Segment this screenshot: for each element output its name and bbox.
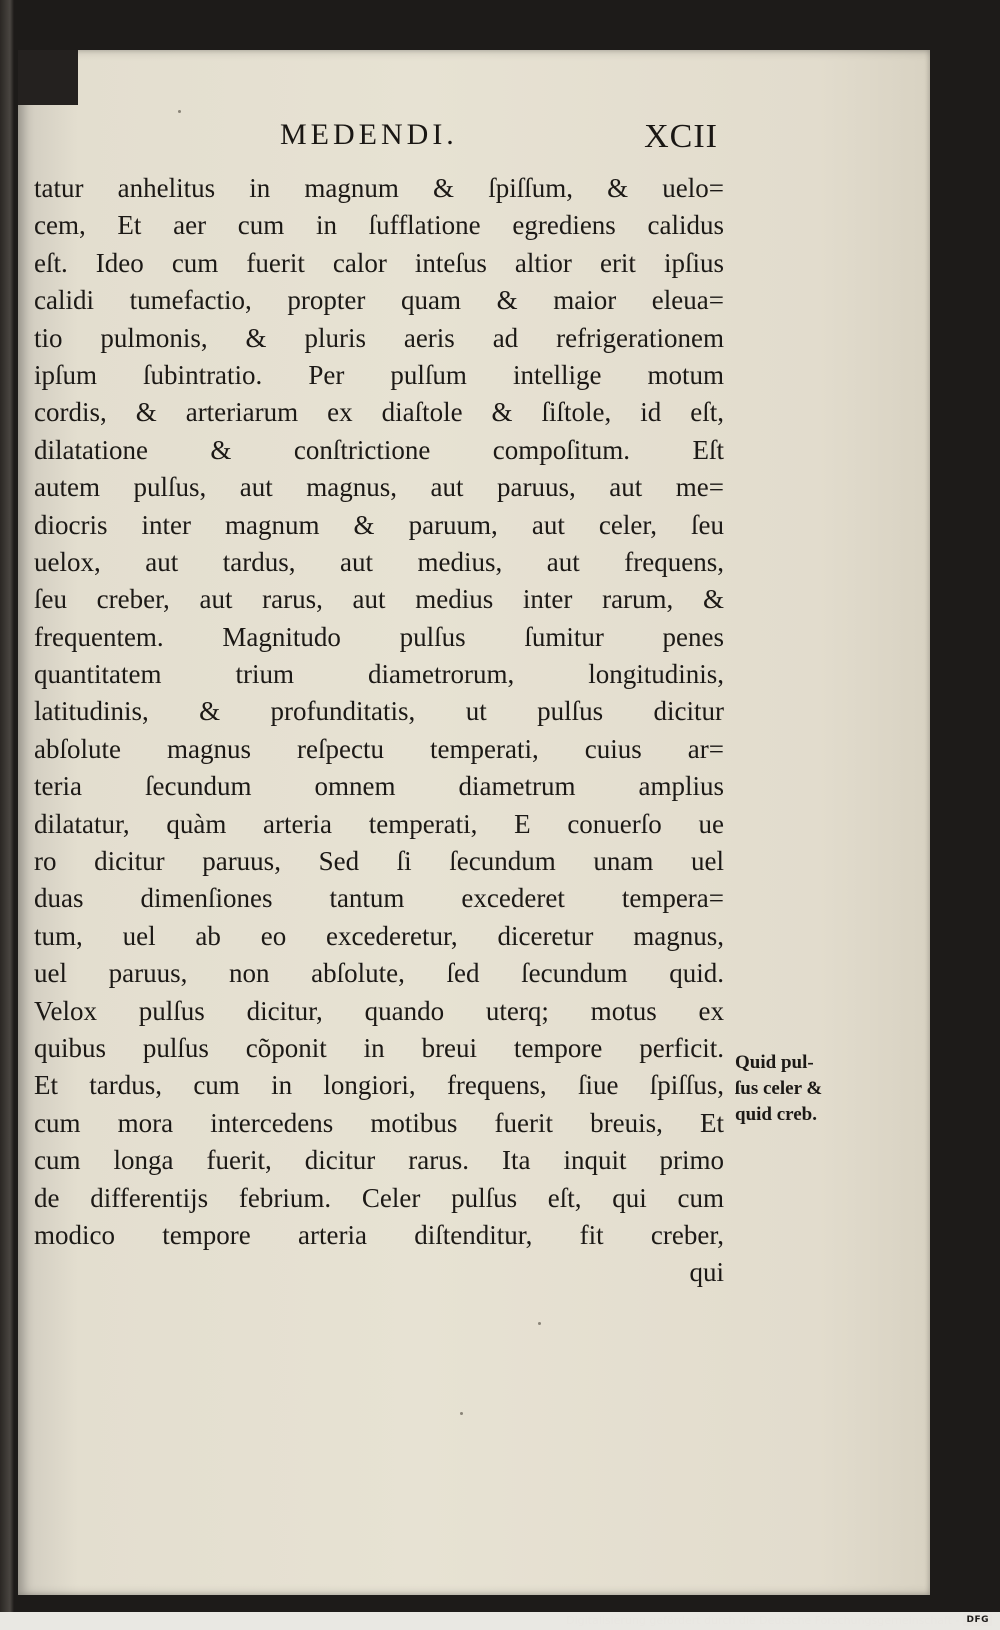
dfg-logo: DFG bbox=[963, 1614, 992, 1626]
text-line: cum mora intercedens motibus fuerit breuis, Et bbox=[34, 1107, 724, 1138]
text-line: duas dimenſiones tantum excederet tempera= bbox=[34, 883, 724, 914]
text-line: de differentijs febrium. Celer pulſus eſt, qui cum bbox=[34, 1182, 724, 1213]
text-line: frequentem. Magnitudo pulſus ſumitur penes bbox=[34, 621, 724, 652]
text-line: calidi tumefactio, propter quam & maior eleua= bbox=[34, 285, 724, 316]
running-title: MEDENDI. bbox=[280, 118, 458, 151]
text-line: cordis, & arteriarum ex diaſtole & ſiſtole, id eſt, bbox=[34, 397, 724, 428]
text-line: eſt. Ideo cum fuerit calor inteſus altior erit ipſius bbox=[34, 247, 724, 278]
running-head bbox=[38, 118, 718, 164]
footer-credit: Digitalisierung gefördert durch die Deutsche Forschungsgemeinschaft - bbox=[566, 1613, 960, 1627]
page-corner-shadow bbox=[18, 50, 78, 105]
text-line: autem pulſus, aut magnus, aut paruus, aut me= bbox=[34, 472, 724, 503]
catchword: qui bbox=[689, 1257, 724, 1288]
text-line: cum longa fuerit, dicitur rarus. Ita inquit primo bbox=[34, 1145, 724, 1176]
text-line: tatur anhelitus in magnum & ſpiſſum, & uelo= bbox=[34, 173, 724, 203]
text-line: dilatatur, quàm arteria temperati, E conuerſo ue bbox=[34, 808, 724, 839]
text-line: uel paruus, non abſolute, ſed ſecundum quid. bbox=[34, 958, 724, 989]
text-line: latitudinis, & profunditatis, ut pulſus dicitur bbox=[34, 696, 724, 727]
marginal-note-line: Quid pul- bbox=[735, 1052, 814, 1073]
text-line: Et tardus, cum in longiori, frequens, ſiue ſpiſſus, bbox=[34, 1070, 724, 1101]
marginal-note bbox=[735, 1050, 875, 1128]
text-line: tum, uel ab eo excederetur, diceretur magnus, bbox=[34, 920, 724, 951]
folio-number: XCII bbox=[644, 118, 718, 155]
text-line: ro dicitur paruus, Sed ſi ſecundum unam uel bbox=[34, 846, 724, 877]
body-text bbox=[34, 170, 724, 1292]
text-line: uelox, aut tardus, aut medius, aut frequens, bbox=[34, 546, 724, 577]
paper-speck bbox=[538, 1322, 541, 1325]
text-line: quantitatem trium diametrorum, longitudinis, bbox=[34, 659, 724, 690]
text-line: teria ſecundum omnem diametrum amplius bbox=[34, 771, 724, 802]
marginal-note-line: ſus celer & bbox=[735, 1078, 823, 1099]
text-line: modico tempore arteria diſtenditur, fit creber, bbox=[34, 1219, 724, 1250]
text-line: ſeu creber, aut rarus, aut medius inter rarum, & bbox=[34, 584, 724, 615]
text-line: abſolute magnus reſpectu temperati, cuius ar= bbox=[34, 733, 724, 764]
text-line: dilatatione & conſtrictione compoſitum. Eſt bbox=[34, 434, 724, 465]
text-line: cem, Et aer cum in ſufflatione egrediens calidus bbox=[34, 210, 724, 241]
marginal-note-line: quid creb. bbox=[735, 1104, 818, 1125]
text-line: quibus pulſus cõponit in breui tempore perficit. bbox=[34, 1032, 724, 1063]
digitization-footer bbox=[566, 1612, 992, 1628]
text-line: ipſum ſubintratio. Per pulſum intellige motum bbox=[34, 359, 724, 390]
paper-speck bbox=[178, 110, 181, 113]
text-line: diocris inter magnum & paruum, aut celer, ſeu bbox=[34, 509, 724, 540]
text-line: tio pulmonis, & pluris aeris ad refrigerationem bbox=[34, 322, 724, 353]
text-line: Velox pulſus dicitur, quando uterq; motus ex bbox=[34, 995, 724, 1026]
paper-speck bbox=[460, 1412, 463, 1415]
